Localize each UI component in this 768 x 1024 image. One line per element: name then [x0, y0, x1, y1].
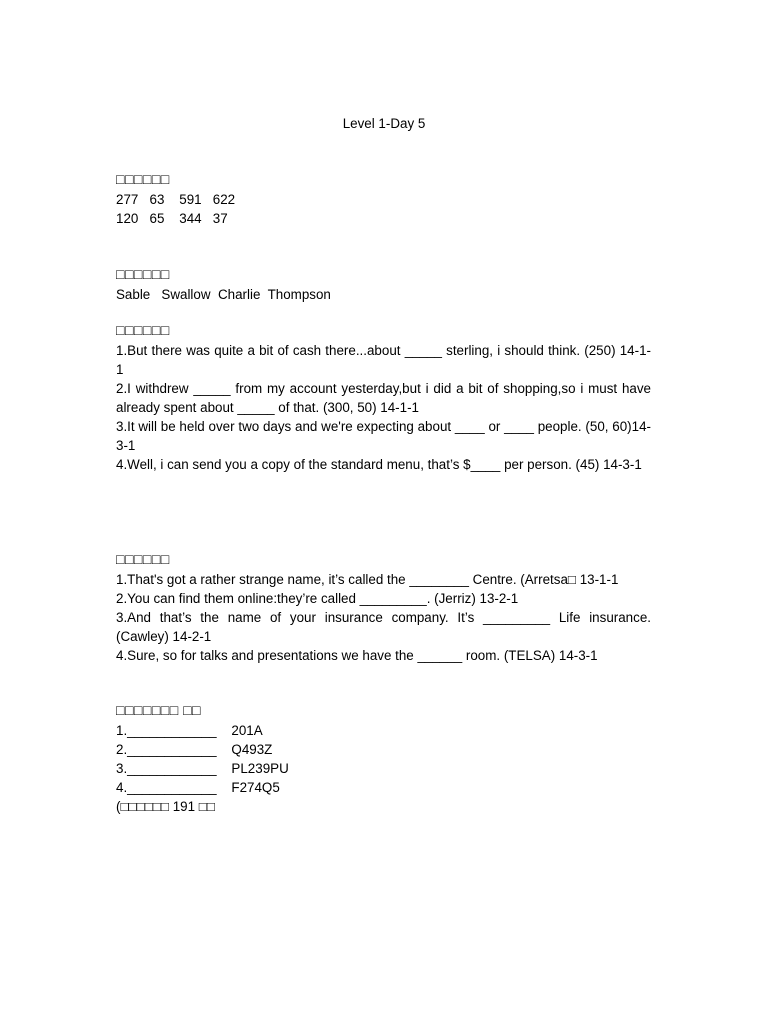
section-1-heading: □□□□□□ [116, 171, 170, 187]
number-line: 120 65 344 37 [116, 211, 228, 226]
question-paragraph: 1.That's got a rather strange name, it’s called the ________ Centre. (Arretsa□ 13-1-1 [116, 572, 619, 587]
section-5-heading: □□□□□□□ □□ [116, 702, 201, 718]
code-line: 2.____________ Q493Z [116, 742, 273, 757]
question-paragraph: 4.Well, i can send you a copy of the standard menu, that’s $____ per person. (45) 14-3-1 [116, 457, 642, 472]
section-3-heading: □□□□□□ [116, 322, 170, 338]
document-title: Level 1-Day 5 [342, 116, 426, 131]
section-3-body [116, 341, 651, 474]
section-2-heading: □□□□□□ [116, 266, 170, 282]
section-4-heading: □□□□□□ [116, 551, 170, 567]
question-paragraph: 3.And that’s the name of your insurance company. It’s _________ Life insurance. (Cawley) 14-2-1 [116, 610, 651, 644]
section-2-body [116, 285, 651, 304]
question-paragraph: 2.You can find them online:they’re called _________. (Jerriz) 13-2-1 [116, 591, 519, 606]
question-paragraph: 4.Sure, so for talks and presentations we have the ______ room. (TELSA) 14-3-1 [116, 648, 598, 663]
section-1-body [116, 190, 651, 228]
question-paragraph: 1.But there was quite a bit of cash there...about _____ sterling, i should think. (250) 14-1-1 [116, 343, 651, 377]
code-line: 3.____________ PL239PU [116, 761, 289, 776]
question-paragraph: 2.I withdrew _____ from my account yesterday,but i did a bit of shopping,so i must have already spent about _____ of that. (300, 50) 14-1-1 [116, 381, 651, 415]
code-line: 1.____________ 201A [116, 723, 263, 738]
code-line: 4.____________ F274Q5 [116, 780, 280, 795]
number-line: 277 63 591 622 [116, 192, 236, 207]
names-line: Sable Swallow Charlie Thompson [116, 287, 331, 302]
section-5-body [116, 721, 651, 816]
section-4-body [116, 570, 651, 665]
question-paragraph: 3.It will be held over two days and we're expecting about ____ or ____ people. (50, 60)14-3-1 [116, 419, 651, 453]
page-note: (□□□□□□ 191 □□ [116, 799, 215, 814]
